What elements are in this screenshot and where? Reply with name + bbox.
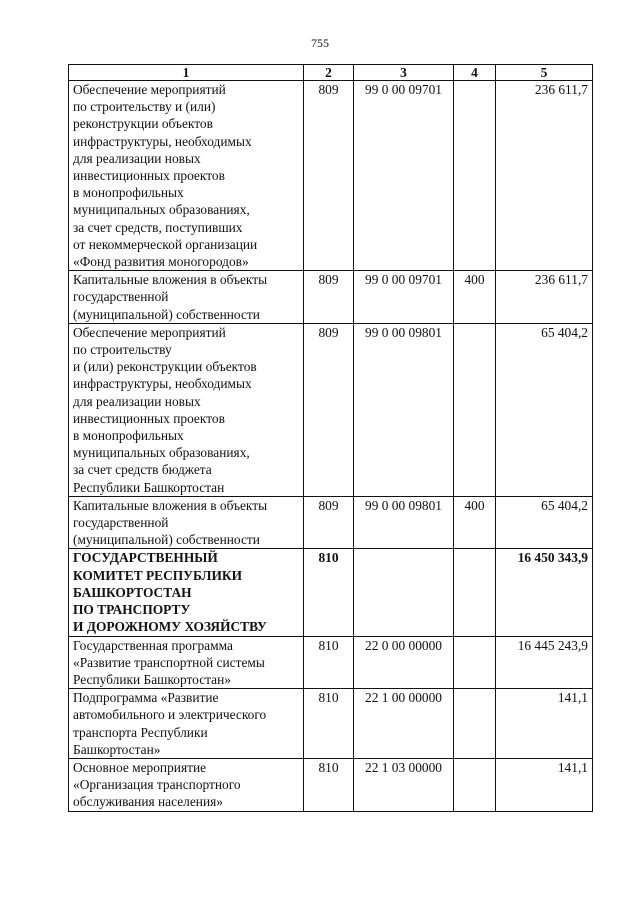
row-ministry-code-cell: 810 bbox=[304, 689, 354, 759]
table-row bbox=[69, 636, 593, 689]
row-ministry-code-cell: 810 bbox=[304, 758, 354, 811]
row-target-article-cell bbox=[354, 549, 454, 636]
row-name-cell: Капитальные вложения в объекты государственной (муниципальной) собственности bbox=[69, 271, 304, 324]
row-target-article-cell: 22 0 00 00000 bbox=[354, 636, 454, 689]
budget-table bbox=[68, 64, 593, 812]
table-row bbox=[69, 496, 593, 549]
row-target-article-cell: 99 0 00 09801 bbox=[354, 496, 454, 549]
row-name-cell: Обеспечение мероприятий по строительству и (или) реконструкции объектов инфраструктуры, необходимых для реализации новых инвестиционных проектов в монопрофильных муниципальных образованиях, за счет средств, поступивших от некоммерческой организации «Фонд развития моногородов» bbox=[69, 81, 304, 271]
row-expense-type-cell bbox=[454, 758, 496, 811]
row-expense-type-cell bbox=[454, 549, 496, 636]
row-expense-type-cell: 400 bbox=[454, 496, 496, 549]
row-target-article-cell: 22 1 00 00000 bbox=[354, 689, 454, 759]
header-col-4: 4 bbox=[454, 65, 496, 81]
row-ministry-code-cell: 809 bbox=[304, 271, 354, 324]
header-col-5: 5 bbox=[496, 65, 593, 81]
row-name-cell: Основное мероприятие «Организация транспортного обслуживания населения» bbox=[69, 758, 304, 811]
row-amount-cell: 16 450 343,9 bbox=[496, 549, 593, 636]
row-amount-cell: 141,1 bbox=[496, 758, 593, 811]
row-amount-cell: 65 404,2 bbox=[496, 323, 593, 496]
row-ministry-code-cell: 809 bbox=[304, 323, 354, 496]
row-amount-cell: 141,1 bbox=[496, 689, 593, 759]
row-ministry-code-cell: 809 bbox=[304, 496, 354, 549]
table-row bbox=[69, 81, 593, 271]
row-target-article-cell: 22 1 03 00000 bbox=[354, 758, 454, 811]
row-amount-cell: 236 611,7 bbox=[496, 271, 593, 324]
row-expense-type-cell: 400 bbox=[454, 271, 496, 324]
row-name-cell: Подпрограмма «Развитие автомобильного и электрического транспорта Республики Башкортостан» bbox=[69, 689, 304, 759]
row-ministry-code-cell: 809 bbox=[304, 81, 354, 271]
header-col-2: 2 bbox=[304, 65, 354, 81]
header-col-1: 1 bbox=[69, 65, 304, 81]
row-expense-type-cell bbox=[454, 323, 496, 496]
page-number: 755 bbox=[311, 36, 329, 50]
row-target-article-cell: 99 0 00 09801 bbox=[354, 323, 454, 496]
table-header-row bbox=[69, 65, 593, 81]
row-target-article-cell: 99 0 00 09701 bbox=[354, 81, 454, 271]
row-target-article-cell: 99 0 00 09701 bbox=[354, 271, 454, 324]
row-expense-type-cell bbox=[454, 81, 496, 271]
row-name-cell: Государственная программа «Развитие транспортной системы Республики Башкортостан» bbox=[69, 636, 304, 689]
row-name-cell: ГОСУДАРСТВЕННЫЙ КОМИТЕТ РЕСПУБЛИКИ БАШКОРТОСТАН ПО ТРАНСПОРТУ И ДОРОЖНОМУ ХОЗЯЙСТВУ bbox=[69, 549, 304, 636]
table-row bbox=[69, 689, 593, 759]
row-name-cell: Капитальные вложения в объекты государственной (муниципальной) собственности bbox=[69, 496, 304, 549]
table-row bbox=[69, 271, 593, 324]
row-name-cell: Обеспечение мероприятий по строительству и (или) реконструкции объектов инфраструктуры, необходимых для реализации новых инвестиционных проектов в монопрофильных муниципальных образованиях, за счет средств бюджета Республики Башкортостан bbox=[69, 323, 304, 496]
row-ministry-code-cell: 810 bbox=[304, 636, 354, 689]
table-row bbox=[69, 758, 593, 811]
row-expense-type-cell bbox=[454, 636, 496, 689]
row-amount-cell: 65 404,2 bbox=[496, 496, 593, 549]
header-col-3: 3 bbox=[354, 65, 454, 81]
table-row bbox=[69, 323, 593, 496]
row-amount-cell: 16 445 243,9 bbox=[496, 636, 593, 689]
table-row bbox=[69, 549, 593, 636]
row-ministry-code-cell: 810 bbox=[304, 549, 354, 636]
row-amount-cell: 236 611,7 bbox=[496, 81, 593, 271]
row-expense-type-cell bbox=[454, 689, 496, 759]
